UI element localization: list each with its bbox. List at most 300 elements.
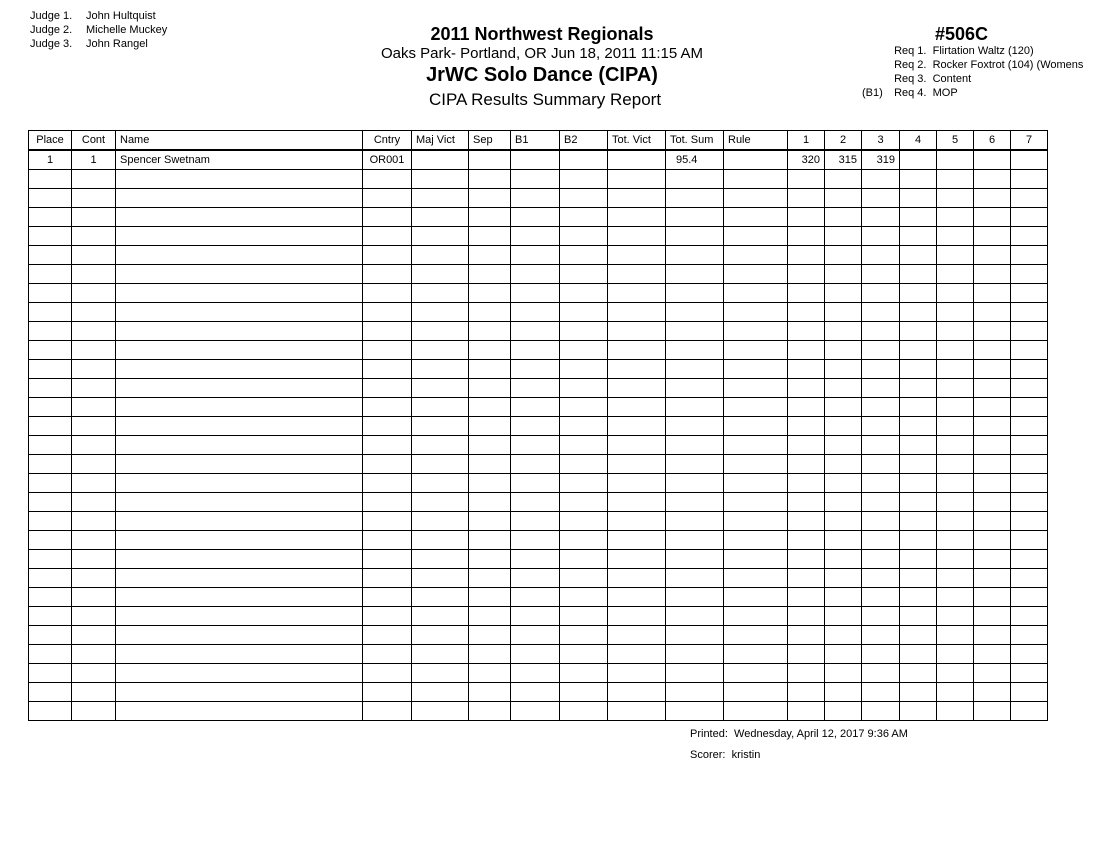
table-cell (608, 398, 666, 417)
table-cell (363, 246, 412, 265)
table-cell (788, 398, 825, 417)
table-cell (666, 702, 724, 721)
table-cell (29, 607, 72, 626)
table-cell (72, 303, 116, 322)
table-cell (900, 531, 937, 550)
col-rule: Rule (724, 131, 788, 151)
table-cell (363, 398, 412, 417)
table-cell (511, 683, 560, 702)
cell-judge-3: 319 (862, 150, 900, 170)
cell-cntry: OR001 (363, 150, 412, 170)
table-cell (724, 284, 788, 303)
table-cell (724, 645, 788, 664)
cell-sep (469, 150, 511, 170)
table-cell (511, 265, 560, 284)
table-cell (862, 246, 900, 265)
table-cell (974, 531, 1011, 550)
table-cell (469, 607, 511, 626)
table-cell (363, 645, 412, 664)
table-cell (29, 626, 72, 645)
table-cell (116, 474, 363, 493)
table-cell (825, 645, 862, 664)
table-cell (29, 455, 72, 474)
table-cell (469, 569, 511, 588)
cell-cont: 1 (72, 150, 116, 170)
table-cell (608, 341, 666, 360)
table-cell (724, 512, 788, 531)
table-cell (72, 512, 116, 531)
table-cell (72, 189, 116, 208)
table-cell (974, 588, 1011, 607)
table-cell (412, 626, 469, 645)
table-cell (788, 379, 825, 398)
table-cell (937, 379, 974, 398)
table-cell (825, 702, 862, 721)
table-cell (608, 265, 666, 284)
table-cell (937, 284, 974, 303)
table-cell (412, 645, 469, 664)
table-cell (1011, 379, 1048, 398)
table-cell (666, 531, 724, 550)
table-cell (1011, 702, 1048, 721)
table-cell (29, 303, 72, 322)
table-cell (560, 379, 608, 398)
table-cell (974, 436, 1011, 455)
table-row-empty (29, 683, 1048, 702)
table-cell (937, 398, 974, 417)
table-cell (72, 607, 116, 626)
cell-b2 (560, 150, 608, 170)
table-cell (608, 303, 666, 322)
table-cell (363, 265, 412, 284)
table-cell (469, 512, 511, 531)
table-cell (511, 455, 560, 474)
table-cell (825, 550, 862, 569)
table-row-empty (29, 398, 1048, 417)
table-cell (788, 436, 825, 455)
table-cell (724, 683, 788, 702)
table-cell (937, 626, 974, 645)
table-cell (937, 474, 974, 493)
table-cell (724, 531, 788, 550)
table-cell (788, 417, 825, 436)
table-cell (1011, 455, 1048, 474)
table-cell (560, 436, 608, 455)
cell-judge-2: 315 (825, 150, 862, 170)
table-cell (608, 702, 666, 721)
cell-rule (724, 150, 788, 170)
table-cell (29, 227, 72, 246)
table-cell (937, 265, 974, 284)
table-cell (788, 303, 825, 322)
table-cell (974, 417, 1011, 436)
table-cell (363, 341, 412, 360)
table-cell (560, 531, 608, 550)
table-cell (511, 436, 560, 455)
table-cell (469, 246, 511, 265)
table-cell (825, 588, 862, 607)
requirement-4: (B1) Req 4. MOP (862, 87, 958, 99)
table-cell (1011, 189, 1048, 208)
table-cell (29, 493, 72, 512)
table-cell (560, 303, 608, 322)
table-cell (825, 208, 862, 227)
table-cell (72, 664, 116, 683)
table-cell (469, 322, 511, 341)
table-row-empty (29, 189, 1048, 208)
table-cell (608, 683, 666, 702)
table-cell (29, 322, 72, 341)
table-cell (511, 550, 560, 569)
table-cell (1011, 683, 1048, 702)
table-cell (666, 303, 724, 322)
table-cell (72, 550, 116, 569)
table-cell (825, 664, 862, 683)
table-row-empty (29, 512, 1048, 531)
table-cell (116, 246, 363, 265)
table-cell (469, 645, 511, 664)
table-cell (363, 303, 412, 322)
table-cell (511, 417, 560, 436)
table-cell (412, 531, 469, 550)
table-cell (825, 170, 862, 189)
table-cell (724, 493, 788, 512)
table-cell (788, 512, 825, 531)
table-row-empty (29, 303, 1048, 322)
table-cell (412, 512, 469, 531)
table-cell (72, 398, 116, 417)
judge-2: Judge 2. Michelle Muckey (30, 24, 168, 36)
table-cell (560, 265, 608, 284)
table-cell (724, 227, 788, 246)
table-row-empty (29, 246, 1048, 265)
table-cell (788, 474, 825, 493)
table-cell (116, 189, 363, 208)
table-cell (788, 322, 825, 341)
table-cell (511, 607, 560, 626)
table-cell (116, 531, 363, 550)
table-cell (29, 569, 72, 588)
table-cell (511, 227, 560, 246)
table-cell (937, 664, 974, 683)
table-cell (608, 664, 666, 683)
cell-tot-sum: 95.4 (666, 150, 724, 170)
table-cell (666, 417, 724, 436)
table-cell (412, 360, 469, 379)
table-cell (862, 588, 900, 607)
table-cell (469, 664, 511, 683)
table-cell (974, 493, 1011, 512)
table-cell (788, 645, 825, 664)
table-cell (724, 626, 788, 645)
cell-judge-1: 320 (788, 150, 825, 170)
table-cell (1011, 436, 1048, 455)
table-cell (724, 607, 788, 626)
table-cell (900, 398, 937, 417)
table-cell (116, 626, 363, 645)
table-cell (900, 265, 937, 284)
table-cell (511, 379, 560, 398)
table-cell (412, 493, 469, 512)
table-cell (900, 626, 937, 645)
table-cell (937, 170, 974, 189)
table-cell (469, 284, 511, 303)
table-cell (363, 588, 412, 607)
table-cell (788, 265, 825, 284)
table-cell (116, 265, 363, 284)
table-cell (560, 683, 608, 702)
table-cell (29, 512, 72, 531)
table-cell (72, 455, 116, 474)
table-cell (511, 189, 560, 208)
table-cell (560, 360, 608, 379)
table-cell (862, 360, 900, 379)
table-cell (469, 550, 511, 569)
table-cell (1011, 398, 1048, 417)
table-cell (937, 360, 974, 379)
table-cell (666, 645, 724, 664)
table-cell (608, 436, 666, 455)
competition-title: 2011 Northwest Regionals (430, 24, 654, 44)
table-row-empty (29, 455, 1048, 474)
table-row-empty (29, 436, 1048, 455)
table-cell (363, 512, 412, 531)
table-cell (666, 512, 724, 531)
judge-3: Judge 3. John Rangel (30, 38, 148, 50)
table-cell (116, 398, 363, 417)
table-cell (511, 208, 560, 227)
table-cell (363, 607, 412, 626)
table-cell (560, 189, 608, 208)
table-cell (724, 588, 788, 607)
table-cell (72, 265, 116, 284)
table-cell (469, 588, 511, 607)
table-cell (72, 360, 116, 379)
table-cell (412, 436, 469, 455)
table-cell (412, 550, 469, 569)
table-cell (900, 189, 937, 208)
table-cell (900, 474, 937, 493)
table-cell (412, 702, 469, 721)
table-cell (363, 379, 412, 398)
table-cell (560, 417, 608, 436)
table-cell (788, 284, 825, 303)
table-cell (363, 417, 412, 436)
table-cell (116, 417, 363, 436)
table-cell (363, 360, 412, 379)
table-cell (862, 664, 900, 683)
table-cell (608, 645, 666, 664)
table-row-empty (29, 265, 1048, 284)
table-cell (29, 379, 72, 398)
table-cell (72, 246, 116, 265)
table-cell (974, 626, 1011, 645)
table-cell (666, 550, 724, 569)
judge-1: Judge 1. John Hultquist (30, 10, 156, 22)
table-cell (511, 303, 560, 322)
table-cell (363, 189, 412, 208)
table-cell (937, 208, 974, 227)
scorer-info: Scorer: kristin (690, 749, 761, 761)
table-row-empty (29, 588, 1048, 607)
table-cell (724, 436, 788, 455)
table-cell (1011, 531, 1048, 550)
table-cell (1011, 341, 1048, 360)
table-cell (469, 227, 511, 246)
table-row-empty (29, 417, 1048, 436)
table-cell (974, 664, 1011, 683)
event-number: #506C (935, 24, 989, 44)
table-cell (862, 417, 900, 436)
table-cell (412, 588, 469, 607)
table-cell (1011, 569, 1048, 588)
table-cell (825, 246, 862, 265)
table-cell (1011, 246, 1048, 265)
table-cell (72, 531, 116, 550)
table-cell (974, 341, 1011, 360)
table-cell (72, 626, 116, 645)
table-cell (724, 246, 788, 265)
table-cell (862, 683, 900, 702)
table-cell (900, 664, 937, 683)
table-cell (560, 664, 608, 683)
table-cell (412, 265, 469, 284)
table-cell (666, 398, 724, 417)
table-cell (412, 664, 469, 683)
table-cell (29, 474, 72, 493)
table-cell (412, 227, 469, 246)
table-cell (862, 170, 900, 189)
table-cell (788, 664, 825, 683)
table-cell (666, 341, 724, 360)
table-cell (72, 341, 116, 360)
table-cell (412, 208, 469, 227)
table-cell (900, 246, 937, 265)
table-cell (116, 455, 363, 474)
table-cell (974, 474, 1011, 493)
table-cell (1011, 645, 1048, 664)
col-judge-7: 7 (1011, 131, 1048, 151)
table-cell (72, 645, 116, 664)
table-cell (788, 702, 825, 721)
table-cell (560, 626, 608, 645)
table-cell (724, 664, 788, 683)
table-cell (724, 569, 788, 588)
table-cell (862, 265, 900, 284)
table-cell (560, 474, 608, 493)
table-cell (72, 227, 116, 246)
table-cell (666, 588, 724, 607)
table-cell (825, 474, 862, 493)
table-cell (974, 360, 1011, 379)
table-cell (560, 645, 608, 664)
table-cell (1011, 664, 1048, 683)
table-cell (560, 170, 608, 189)
table-cell (116, 379, 363, 398)
table-cell (724, 702, 788, 721)
table-cell (72, 436, 116, 455)
table-cell (900, 417, 937, 436)
table-row-empty (29, 626, 1048, 645)
table-cell (666, 569, 724, 588)
table-cell (724, 417, 788, 436)
table-cell (72, 417, 116, 436)
table-cell (974, 398, 1011, 417)
table-cell (900, 588, 937, 607)
table-cell (900, 512, 937, 531)
table-cell (862, 208, 900, 227)
table-cell (469, 493, 511, 512)
table-cell (29, 550, 72, 569)
table-cell (412, 322, 469, 341)
table-cell (974, 284, 1011, 303)
table-cell (412, 417, 469, 436)
table-cell (937, 645, 974, 664)
table-cell (363, 626, 412, 645)
table-cell (825, 531, 862, 550)
table-cell (560, 493, 608, 512)
col-sep: Sep (469, 131, 511, 151)
table-cell (900, 170, 937, 189)
table-cell (666, 322, 724, 341)
table-cell (72, 474, 116, 493)
table-cell (974, 303, 1011, 322)
table-cell (724, 189, 788, 208)
report-title: CIPA Results Summary Report (428, 90, 662, 109)
table-cell (116, 227, 363, 246)
table-cell (900, 702, 937, 721)
table-cell (412, 569, 469, 588)
table-cell (862, 531, 900, 550)
table-cell (560, 341, 608, 360)
table-cell (469, 379, 511, 398)
cell-b1 (511, 150, 560, 170)
table-cell (72, 322, 116, 341)
table-cell (788, 607, 825, 626)
table-cell (511, 512, 560, 531)
table-cell (862, 303, 900, 322)
col-judge-4: 4 (900, 131, 937, 151)
table-cell (825, 493, 862, 512)
table-cell (862, 607, 900, 626)
table-cell (29, 417, 72, 436)
table-cell (29, 664, 72, 683)
table-cell (937, 607, 974, 626)
cell-judge-6 (974, 150, 1011, 170)
table-cell (363, 208, 412, 227)
table-cell (825, 626, 862, 645)
table-cell (608, 550, 666, 569)
table-cell (511, 284, 560, 303)
table-cell (412, 246, 469, 265)
table-cell (116, 493, 363, 512)
table-cell (825, 341, 862, 360)
table-cell (363, 683, 412, 702)
table-cell (469, 265, 511, 284)
table-row-empty (29, 284, 1048, 303)
table-cell (666, 189, 724, 208)
table-cell (560, 322, 608, 341)
cell-judge-5 (937, 150, 974, 170)
table-cell (937, 322, 974, 341)
table-cell (511, 588, 560, 607)
table-cell (511, 569, 560, 588)
table-cell (1011, 626, 1048, 645)
table-cell (29, 341, 72, 360)
col-b2: B2 (560, 131, 608, 151)
table-cell (862, 455, 900, 474)
table-cell (825, 607, 862, 626)
